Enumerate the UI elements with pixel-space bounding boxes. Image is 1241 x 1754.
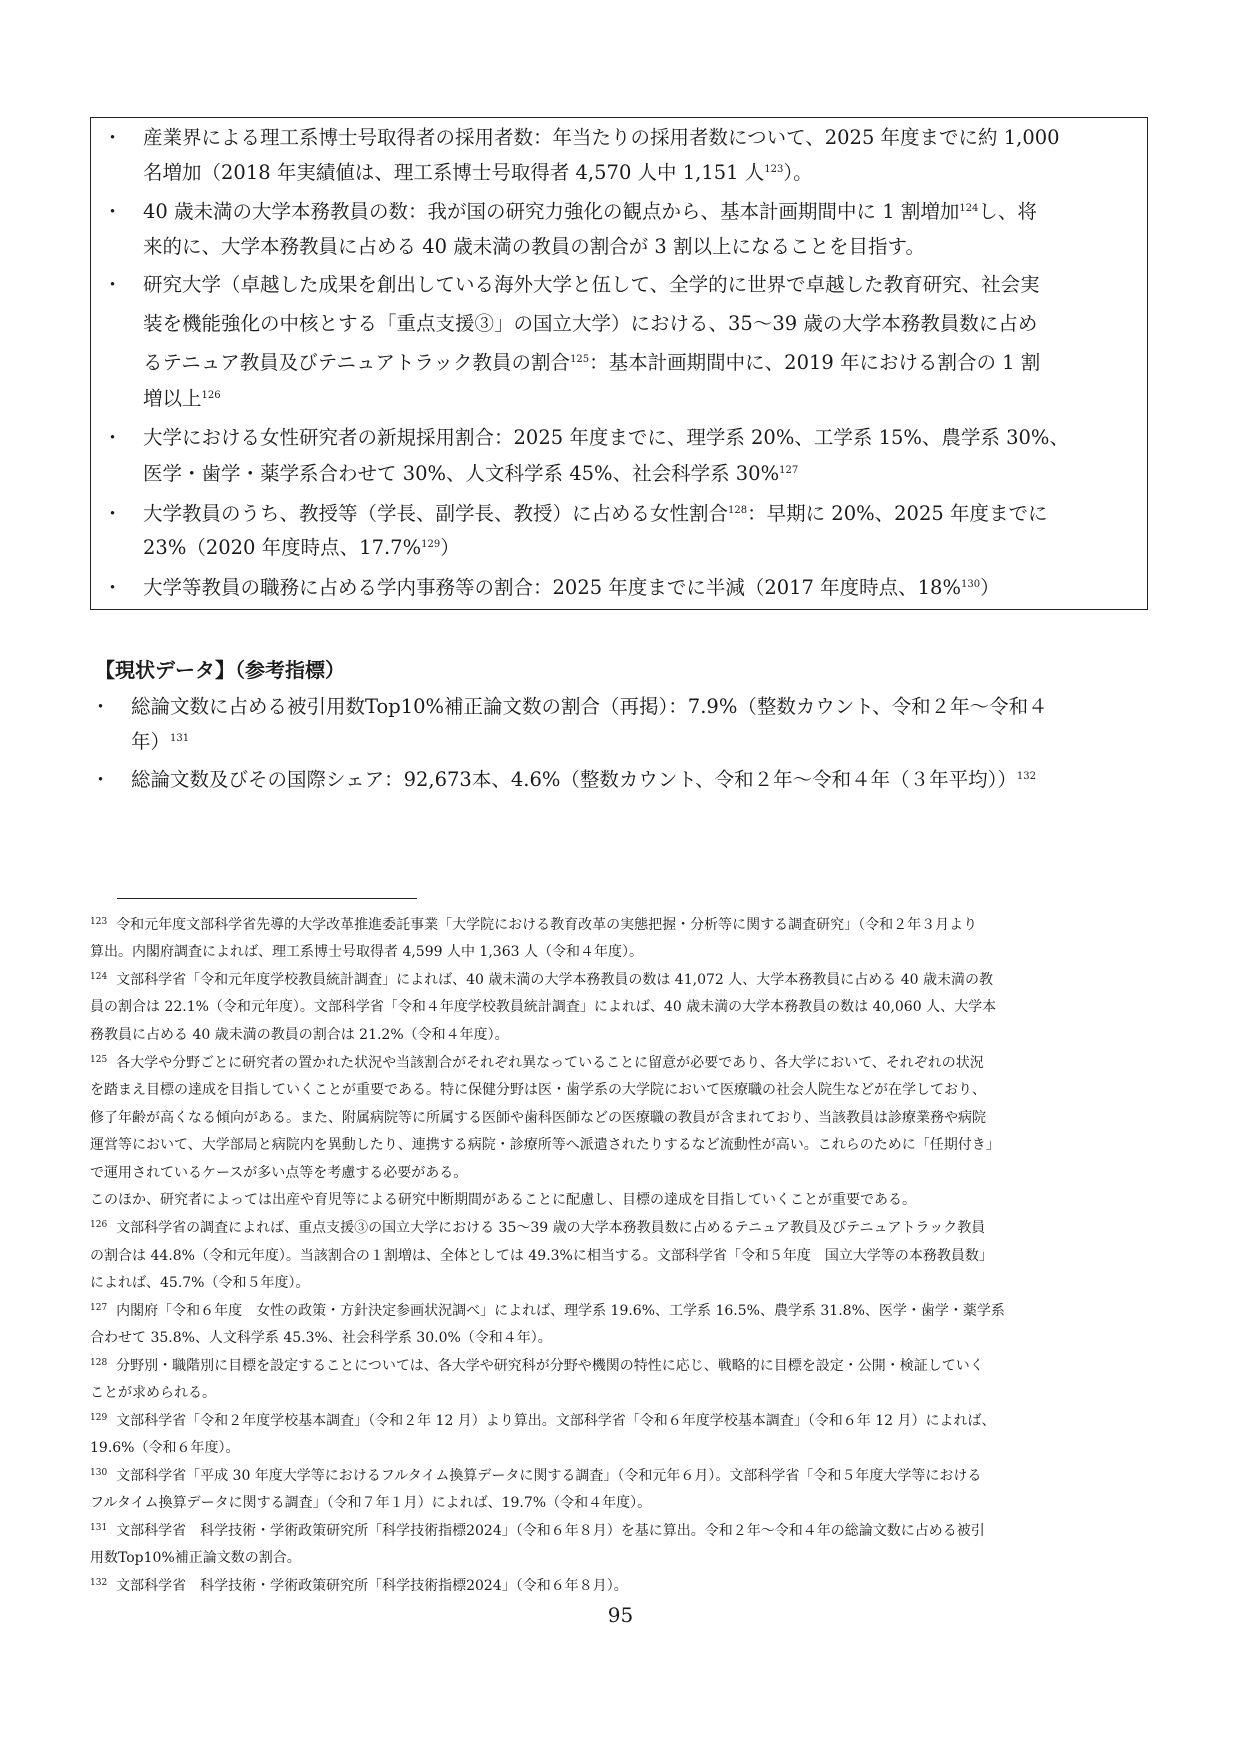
footnote-125-cont-4: で運用されているケースが多い点等を考慮する必要がある。 [90,1165,468,1181]
footnote-128-cont: ことが求められる。 [90,1385,216,1401]
box-item-3-line-2: 装を機能強化の中核とする「重点支援③」の国立大学）における、35～39 歳の大学本務教員数に占め [143,312,1038,335]
indicator-1-line-1: 総論文数に占める被引用数Top10%補正論文数の割合（再掲）：7.9%（整数カウント、令和２年～令和４ [131,695,1048,718]
indicator-1-line-2: 年）$^{131}$ [131,730,190,753]
box-item-4-line-2: 医学・歯学・薬学系合わせて 30%、人文科学系 45%、社会科学系 30%$^{127}$ [143,462,799,485]
footnote-126: $^{126}$ 文部科学省の調査によれば、重点支援③の国立大学における 35～39 歳の大学本務教員数に占めるテニュア教員及びテニュアトラック教員 [90,1220,986,1236]
bullet: ・ [103,127,123,149]
footnote-ref: 124 [959,203,979,214]
box-item-2-line-2: 来的に、大学本務教員に占める 40 歳未満の教員の割合が 3 割以上になることを目指す。 [143,235,925,258]
footnote-ref: 125 [570,354,590,365]
box-item-1-line-1: 産業界による理工系博士号取得者の採用者数：年当たりの採用者数について、2025 年度までに約 1,000 [143,126,1060,149]
footnote-125-cont-5: このほか、研究者によっては出産や育児等による研究中断期間があることに配慮し、目標の達成を目指していくことが重要である。 [90,1192,916,1208]
footnote-127-cont: 合わせて 35.8%、人文科学系 45.3%、社会科学系 30.0%（令和４年）。 [90,1330,552,1346]
footnote-131-cont: 用数Top10%補正論文数の割合。 [90,1550,301,1566]
footnote-ref: 131 [170,733,190,744]
footnote-ref: 132 [1016,771,1036,782]
box-item-3-line-1: 研究大学（卓越した成果を創出している海外大学と伍して、全学的に世界で卓越した教育研究、社会実 [143,273,1040,296]
footnote-130-cont: フルタイム換算データに関する調査」（令和７年１月）によれば、19.7%（令和４年度）。 [90,1495,652,1511]
footnote-ref: 130 [961,579,981,590]
footnote-ref: 123 [764,164,784,175]
bullet: ・ [103,427,123,449]
footnote-ref: 126 [201,390,221,401]
footnote-125-cont-3: 運営等において、大学部局と病院内を異動したり、連携する病院・診療所等へ派遣されたりするなど流動性が高い。これらのために「任期付き」 [90,1137,1000,1153]
footnote-ref: 127 [779,465,799,476]
footnote-124: $^{124}$ 文部科学省「令和元年度学校教員統計調査」によれば、40 歳未満の大学本務教員の数は 41,072 人、大学本務教員に占める 40 歳未満の教 [90,972,993,988]
box-item-1-line-2: 名増加（2018 年実績値は、理工系博士号取得者 4,570 人中 1,151 人$^{123}$）。 [143,161,813,184]
footnote-130: $^{130}$ 文部科学省「平成 30 年度大学等におけるフルタイム換算データに関する調査」（令和元年６月）。文部科学省「令和５年度大学等における [90,1468,982,1484]
footnote-126-cont-1: の割合は 44.8%（令和元年度）。当該割合の１割増は、全体としては 49.3%に相当する。文部科学省「令和５年度 国立大学等の本務教員数」 [90,1248,993,1264]
footnote-124-cont-2: 務教員に占める 40 歳未満の教員の割合は 21.2%（令和４年度）。 [90,1027,509,1043]
box-item-2-line-1: 40 歳未満の大学本務教員の数：我が国の研究力強化の観点から、基本計画期間中に 1 割増加$^{124}$し、将 [143,200,1037,223]
bullet: ・ [103,503,123,525]
box-item-6-line-1: 大学等教員の職務に占める学内事務等の割合：2025 年度までに半減（2017 年度時点、18%$^{130}$） [143,576,1000,599]
box-item-3-line-3: るテニュア教員及びテニュアトラック教員の割合$^{125}$：基本計画期間中に、2019 年における割合の 1 割 [143,351,1041,374]
bullet: ・ [103,274,123,296]
box-item-4-line-1: 大学における女性研究者の新規採用割合：2025 年度までに、理学系 20%、工学系 15%、農学系 30%、 [143,426,1069,449]
footnote-123-cont: 算出。内閣府調査によれば、理工系博士号取得者 4,599 人中 1,363 人（令和４年度）。 [90,944,643,960]
footnote-125-cont-2: 修了年齢が高くなる傾向がある。また、附属病院等に所属する医師や歯科医師などの医療職の教員が含まれており、当該教員は診療業務や病院 [90,1110,986,1126]
section-heading: 【現状データ】（参考指標） [95,658,345,682]
footnote-separator [117,898,417,899]
indicator-2-line-1: 総論文数及びその国際シェア：92,673本、4.6%（整数カウント、令和２年～令和４年（３年平均））$^{132}$ [131,768,1036,791]
page-number: 95 [607,1603,634,1627]
footnote-ref: 129 [421,539,441,550]
footnote-126-cont-2: によれば、45.7%（令和５年度）。 [90,1275,310,1291]
footnote-132: $^{132}$ 文部科学省 科学技術・学術政策研究所「科学技術指標2024」（令和６年８月）。 [90,1578,628,1594]
footnote-124-cont-1: 員の割合は 22.1%（令和元年度）。文部科学省「令和４年度学校教員統計調査」によれば、40 歳未満の大学本務教員の数は 40,060 人、大学本 [90,999,997,1015]
box-item-3-line-4: 増以上$^{126}$ [143,387,221,410]
footnote-131: $^{131}$ 文部科学省 科学技術・学術政策研究所「科学技術指標2024」（令和６年８月）を基に算出。令和２年～令和４年の総論文数に占める被引 [90,1523,985,1539]
bullet: ・ [91,696,111,718]
bullet: ・ [91,769,111,791]
footnote-125: $^{125}$ 各大学や分野ごとに研究者の置かれた状況や当該割合がそれぞれ異なっていることに留意が必要であり、各大学において、それぞれの状況 [90,1055,984,1071]
footnote-125-cont-1: を踏まえ目標の達成を目指していくことが重要である。特に保健分野は医・歯学系の大学院において医療職の社会人院生などが在学しており、 [90,1082,986,1098]
footnote-129: $^{129}$ 文部科学省「令和２年度学校基本調査」（令和２年 12 月）より算出。文部科学省「令和６年度学校基本調査」（令和６年 12 月）によれば、 [90,1413,996,1429]
box-item-5-line-1: 大学教員のうち、教授等（学長、副学長、教授）に占める女性割合$^{128}$：早期に 20%、2025 年度までに [143,502,1048,525]
bullet: ・ [103,577,123,599]
bullet: ・ [103,201,123,223]
footnote-ref: 128 [728,505,748,516]
footnote-123: $^{123}$ 令和元年度文部科学省先導的大学改革推進委託事業「大学院における教育改革の実態把握・分析等に関する調査研究」（令和２年３月より [90,917,978,933]
box-item-5-line-2: 23%（2020 年度時点、17.7%$^{129}$） [143,536,460,559]
footnote-128: $^{128}$ 分野別・職階別に目標を設定することについては、各大学や研究科が分野や機関の特性に応じ、戦略的に目標を設定・公開・検証していく [90,1358,984,1374]
footnote-127: $^{127}$ 内閣府「令和６年度 女性の政策・方針決定参画状況調べ」によれば、理学系 19.6%、工学系 16.5%、農学系 31.8%、医学・歯学・薬学系 [90,1303,1005,1319]
footnote-129-cont: 19.6%（令和６年度）。 [90,1440,240,1456]
